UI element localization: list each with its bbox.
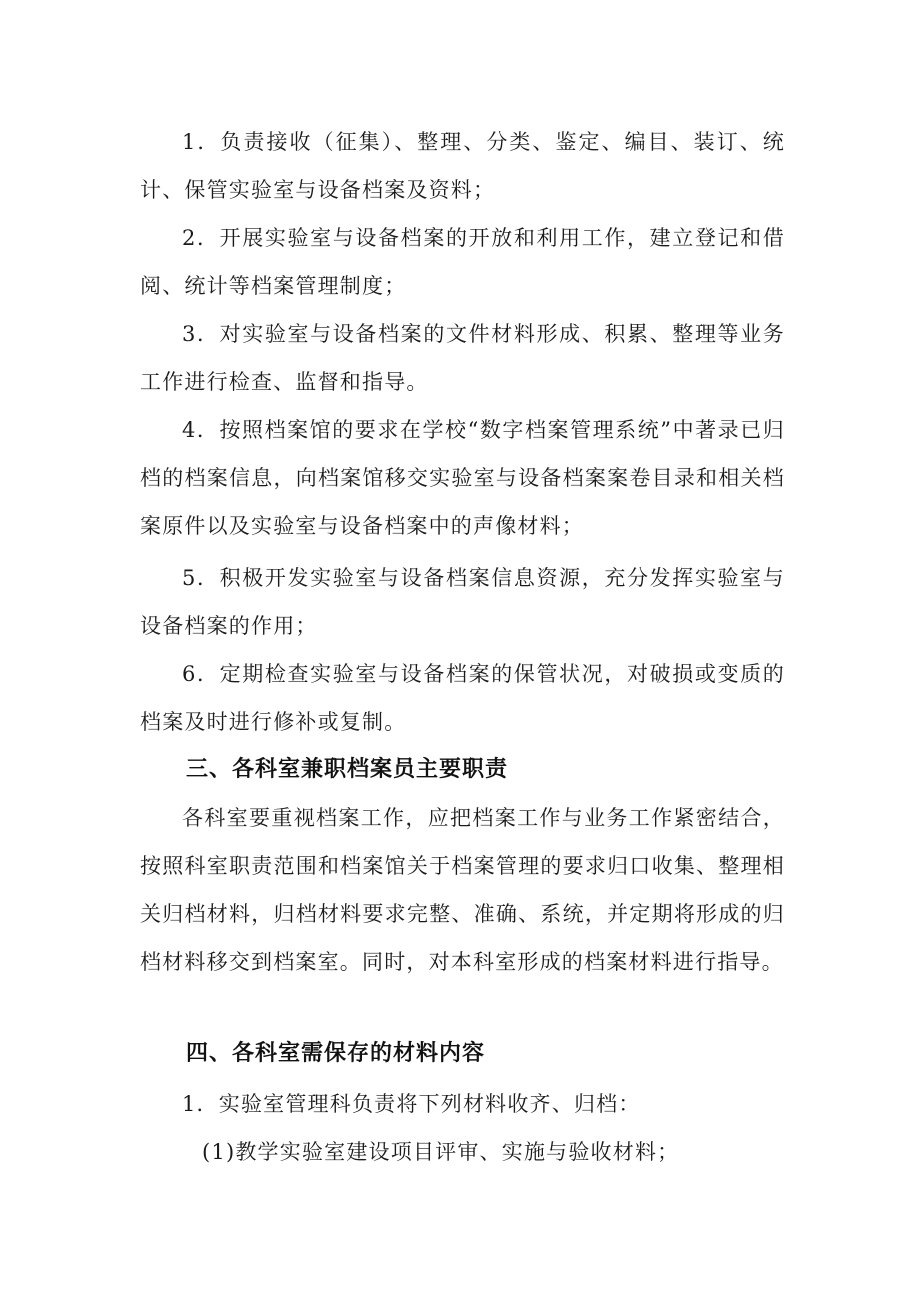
- section-3-paragraph: 各科室要重视档案工作，应把档案工作与业务工作紧密结合，按照科室职责范围和档案馆关于档案管理的要求归口收集、整理相关归档材料，归档材料要求完整、准确、系统，并定期将形成的归档材料移交到档案室。同时，对本科室形成的档案材料进行指导。: [140, 806, 785, 974]
- list-item-responsibility-1: 1．负责接收（征集）、整理、分类、鉴定、编目、装订、统计、保管实验室与设备档案及资料；: [140, 130, 785, 202]
- section-4-item-1: 1．实验室管理科负责将下列材料收齐、归档：: [182, 1092, 641, 1116]
- list-item-responsibility-5: 5．积极开发实验室与设备档案信息资源，充分发挥实验室与设备档案的作用；: [140, 566, 785, 638]
- section-4-item-1-sub-1: (1)教学实验室建设项目评审、实施与验收材料；: [202, 1140, 680, 1164]
- section-heading-3: 三、各科室兼职档案员主要职责: [186, 757, 509, 782]
- section-heading-4: 四、各科室需保存的材料内容: [186, 1041, 486, 1066]
- list-item-responsibility-4: 4．按照档案馆的要求在学校“数字档案管理系统”中著录已归档的档案信息，向档案馆移交实验室与设备档案案卷目录和相关档案原件以及实验室与设备档案中的声像材料；: [140, 418, 785, 538]
- list-item-responsibility-2: 2．开展实验室与设备档案的开放和利用工作，建立登记和借阅、统计等档案管理制度；: [140, 226, 785, 298]
- list-item-responsibility-3: 3．对实验室与设备档案的文件材料形成、积累、整理等业务工作进行检查、监督和指导。: [140, 322, 785, 394]
- list-item-responsibility-6: 6．定期检查实验室与设备档案的保管状况，对破损或变质的档案及时进行修补或复制。: [140, 662, 785, 734]
